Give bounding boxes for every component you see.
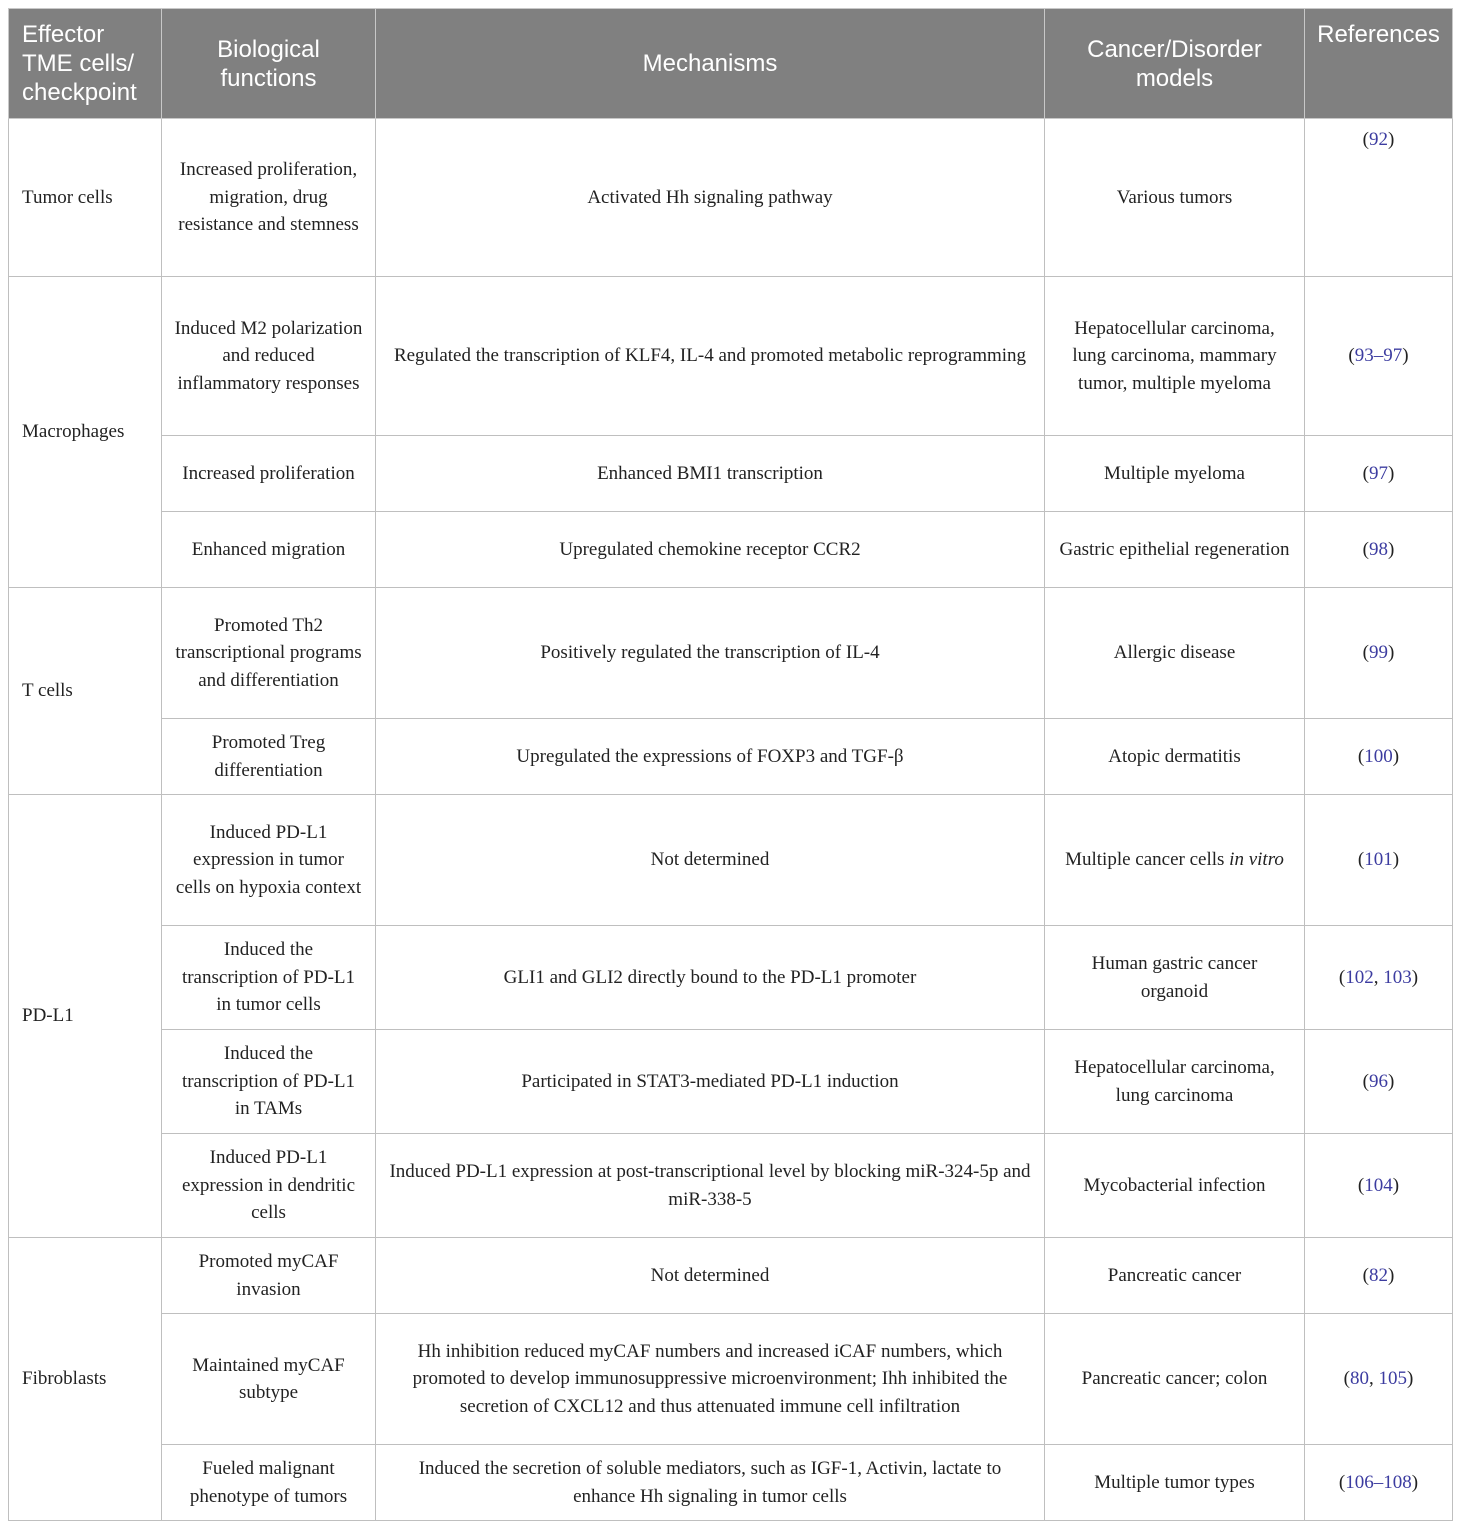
reference-link[interactable]: 93–97 [1354, 345, 1403, 367]
data-table [8, 8, 1453, 1521]
reference-cell [1305, 1238, 1453, 1314]
mechanism-cell: Regulated the transcription of KLF4, IL-4 and promoted metabolic reprogramming [376, 277, 1045, 436]
reference-link[interactable]: 97 [1369, 462, 1388, 484]
ref-close-paren: ) [1388, 129, 1395, 150]
model-text: Multiple cancer cells [1065, 849, 1230, 871]
reference-link[interactable]: 98 [1369, 538, 1388, 560]
function-cell: Enhanced migration [162, 512, 376, 588]
ref-close-paren: ) [1388, 462, 1395, 484]
ref-close-paren: ) [1411, 1471, 1419, 1493]
table-row [9, 277, 1453, 436]
table-row [9, 436, 1453, 512]
table-row [9, 588, 1453, 719]
reference-cell [1305, 1134, 1453, 1238]
reference-cell [1305, 926, 1453, 1030]
reference-cell [1305, 1030, 1453, 1134]
reference-link[interactable]: 100 [1364, 745, 1393, 767]
reference-cell [1305, 588, 1453, 719]
reference-link[interactable]: 103 [1383, 966, 1412, 988]
function-cell: Fueled malignant phenotype of tumors [162, 1445, 376, 1521]
model-cell: Hepatocellular carcinoma, lung carcinoma [1045, 1030, 1305, 1134]
reference-link[interactable]: 96 [1369, 1070, 1388, 1092]
mechanism-cell: Participated in STAT3-mediated PD-L1 induction [376, 1030, 1045, 1134]
header-references: References [1305, 9, 1453, 119]
model-cell: Gastric epithelial regeneration [1045, 512, 1305, 588]
mechanism-cell: Positively regulated the transcription of IL-4 [376, 588, 1045, 719]
function-cell: Increased proliferation [162, 436, 376, 512]
reference-link[interactable]: 82 [1369, 1264, 1388, 1286]
model-cell: Allergic disease [1045, 588, 1305, 719]
function-cell: Promoted Th2 transcriptional programs and differentiation [162, 588, 376, 719]
table-row [9, 719, 1453, 795]
model-cell: Human gastric cancer organoid [1045, 926, 1305, 1030]
reference-link[interactable]: 99 [1369, 642, 1388, 664]
group-label-macrophages: Macrophages [9, 277, 162, 588]
model-cell: Pancreatic cancer [1045, 1238, 1305, 1314]
model-cell: Atopic dermatitis [1045, 719, 1305, 795]
ref-open-paren: ( [1338, 1471, 1346, 1493]
ref-open-paren: ( [1362, 462, 1369, 484]
ref-open-paren: ( [1338, 966, 1346, 988]
model-cell [1045, 795, 1305, 926]
header-functions: Biological functions [162, 9, 376, 119]
reference-cell [1305, 119, 1453, 277]
table-row [9, 1445, 1453, 1521]
ref-close-paren: ) [1407, 1368, 1414, 1390]
table-row [9, 1134, 1453, 1238]
header-row [9, 9, 1453, 119]
reference-link[interactable]: 80 [1350, 1368, 1369, 1390]
mechanism-cell: Not determined [376, 1238, 1045, 1314]
reference-cell [1305, 795, 1453, 926]
table-row [9, 1314, 1453, 1445]
table-row [9, 119, 1453, 277]
ref-open-paren: ( [1343, 1368, 1350, 1390]
ref-open-paren: ( [1357, 1174, 1365, 1196]
mechanism-cell: Activated Hh signaling pathway [376, 119, 1045, 277]
function-cell: Induced the transcription of PD-L1 in tumor cells [162, 926, 376, 1030]
table-row [9, 1030, 1453, 1134]
table-row [9, 1238, 1453, 1314]
header-mechanisms: Mechanisms [376, 9, 1045, 119]
reference-link[interactable]: 106–108 [1345, 1471, 1412, 1493]
ref-open-paren: ( [1362, 1264, 1369, 1286]
reference-cell [1305, 1314, 1453, 1445]
model-italic-text: in vitro [1229, 849, 1284, 871]
ref-separator: , [1369, 1368, 1379, 1390]
function-cell: Promoted myCAF invasion [162, 1238, 376, 1314]
ref-open-paren: ( [1357, 745, 1365, 767]
mechanism-cell: Hh inhibition reduced myCAF numbers and increased iCAF numbers, which promoted to develop immunosuppressive microenvironment; Ihh inhibited the secretion of CXCL12 and thus attenuated immune cell infiltration [376, 1314, 1045, 1445]
group-label-t-cells: T cells [9, 588, 162, 795]
mechanism-cell: Induced PD-L1 expression at post-transcriptional level by blocking miR-324-5p and miR-338-5 [376, 1134, 1045, 1238]
ref-open-paren: ( [1362, 642, 1369, 664]
ref-close-paren: ) [1411, 966, 1419, 988]
reference-link[interactable]: 102 [1345, 966, 1374, 988]
ref-close-paren: ) [1392, 745, 1400, 767]
reference-cell [1305, 1445, 1453, 1521]
reference-link[interactable]: 92 [1369, 129, 1388, 150]
model-cell: Pancreatic cancer; colon [1045, 1314, 1305, 1445]
function-cell: Promoted Treg differentiation [162, 719, 376, 795]
model-cell: Multiple tumor types [1045, 1445, 1305, 1521]
ref-close-paren: ) [1392, 1174, 1400, 1196]
function-cell: Induced PD-L1 expression in dendritic cells [162, 1134, 376, 1238]
ref-open-paren: ( [1357, 849, 1365, 871]
reference-link[interactable]: 101 [1364, 849, 1393, 871]
mechanism-cell: Not determined [376, 795, 1045, 926]
group-label-pd-l1: PD-L1 [9, 795, 162, 1238]
model-cell: Multiple myeloma [1045, 436, 1305, 512]
mechanism-cell: Induced the secretion of soluble mediators, such as IGF-1, Activin, lactate to enhance Hh signaling in tumor cells [376, 1445, 1045, 1521]
reference-link[interactable]: 105 [1378, 1368, 1407, 1390]
table-row [9, 926, 1453, 1030]
ref-close-paren: ) [1388, 1264, 1395, 1286]
function-cell: Induced M2 polarization and reduced inflammatory responses [162, 277, 376, 436]
ref-close-paren: ) [1392, 849, 1400, 871]
reference-cell [1305, 512, 1453, 588]
ref-open-paren: ( [1348, 345, 1355, 367]
model-cell: Hepatocellular carcinoma, lung carcinoma, mammary tumor, multiple myeloma [1045, 277, 1305, 436]
ref-open-paren: ( [1362, 129, 1369, 150]
ref-close-paren: ) [1388, 1070, 1395, 1092]
function-cell: Increased proliferation, migration, drug resistance and stemness [162, 119, 376, 277]
mechanism-cell: GLI1 and GLI2 directly bound to the PD-L1 promoter [376, 926, 1045, 1030]
group-label-tumor-cells: Tumor cells [9, 119, 162, 277]
table-row [9, 512, 1453, 588]
function-cell: Induced the transcription of PD-L1 in TAMs [162, 1030, 376, 1134]
table-row [9, 795, 1453, 926]
mechanism-cell: Upregulated chemokine receptor CCR2 [376, 512, 1045, 588]
reference-link[interactable]: 104 [1364, 1174, 1393, 1196]
header-models: Cancer/Disorder models [1045, 9, 1305, 119]
ref-separator: , [1373, 966, 1384, 988]
ref-close-paren: ) [1388, 642, 1395, 664]
model-cell: Mycobacterial infection [1045, 1134, 1305, 1238]
mechanism-cell: Enhanced BMI1 transcription [376, 436, 1045, 512]
ref-close-paren: ) [1388, 538, 1395, 560]
function-cell: Maintained myCAF subtype [162, 1314, 376, 1445]
reference-cell [1305, 277, 1453, 436]
mechanism-cell: Upregulated the expressions of FOXP3 and TGF-β [376, 719, 1045, 795]
reference-cell [1305, 436, 1453, 512]
ref-close-paren: ) [1402, 345, 1409, 367]
ref-open-paren: ( [1362, 538, 1369, 560]
ref-open-paren: ( [1362, 1070, 1369, 1092]
model-cell: Various tumors [1045, 119, 1305, 277]
reference-cell [1305, 719, 1453, 795]
group-label-fibroblasts: Fibroblasts [9, 1238, 162, 1521]
header-effector: Effector TME cells/ checkpoint [9, 9, 162, 119]
function-cell: Induced PD-L1 expression in tumor cells on hypoxia context [162, 795, 376, 926]
